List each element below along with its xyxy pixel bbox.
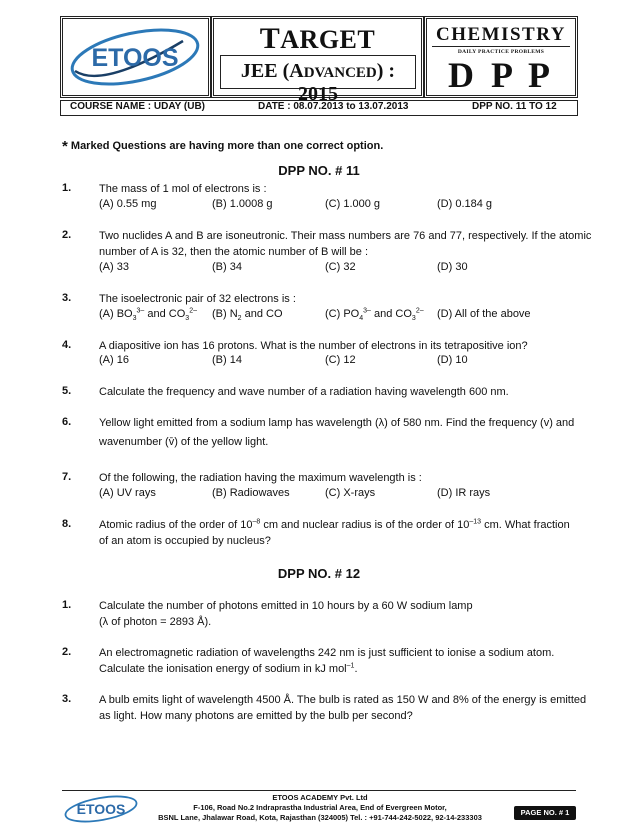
- note-star: *: [62, 138, 68, 155]
- option-d: (D) 10: [437, 354, 468, 366]
- option-a: (A) 33: [99, 261, 129, 273]
- question-number: 3.: [62, 292, 72, 304]
- question-text: Calculate the ionisation energy of sodium in kJ mol$^{-1}$.: [99, 662, 358, 675]
- jee-title: JEE (ADVANCED) : 2015: [240, 60, 396, 105]
- option-c: (C) 1.000 g: [325, 198, 381, 210]
- dpp-subtitle: DAILY PRACTICE PROBLEMS: [457, 49, 545, 55]
- footer-rule: [62, 790, 576, 791]
- etoos-logo: [63, 19, 208, 95]
- course-name: COURSE NAME : UDAY (UB): [70, 101, 206, 112]
- question-text: (λ of photon = 2893 Å).: [99, 616, 212, 628]
- question-text: Yellow light emitted from a sodium lamp has wavelength (λ) of 580 nm. Find the frequency (v) and: [99, 417, 575, 429]
- logo-box: [62, 18, 209, 96]
- option-d: (D) All of the above: [437, 308, 531, 320]
- question-text: Atomic radius of the order of $10^{-8}$ cm and nuclear radius is of the order of $10^{-13}$ cm. What fraction: [99, 518, 570, 531]
- question-number: 8.: [62, 518, 72, 530]
- note: [62, 138, 383, 155]
- question-text: as light. How many photons are emitted by the bulb per second?: [99, 710, 413, 722]
- subject-title: CHEMISTRY: [435, 24, 566, 45]
- option-b: (B) 34: [212, 261, 242, 273]
- option-c: (C) 12: [325, 354, 356, 366]
- question-text: An electromagnetic radiation of wavelengths 242 nm is just sufficient to ionise a sodium atom.: [99, 647, 555, 659]
- dpp-number: DPP NO. 11 TO 12: [472, 101, 557, 112]
- option-a: (A) 16: [99, 354, 129, 366]
- question-text: A bulb emits light of wavelength 4500 Å. The bulb is rated as 150 W and 8% of the energy is emitted: [99, 694, 587, 706]
- question-number: 2.: [62, 646, 72, 658]
- subject-underline: [432, 46, 570, 47]
- target-title: TARGET: [259, 22, 376, 55]
- question-number: 6.: [62, 416, 72, 428]
- option-c: (C) $PO_4^{3-}$ and $CO_3^{2-}$: [325, 307, 424, 323]
- section-title: DPP NO. # 11: [278, 163, 360, 178]
- question-number: 3.: [62, 693, 72, 705]
- footer-address: F-106, Road No.2 Indraprastha Industrial Area, End of Evergreen Motor,: [193, 803, 447, 812]
- option-a: (A) UV rays: [99, 487, 156, 499]
- question-number: 1.: [62, 182, 72, 194]
- option-a: (A) 0.55 mg: [99, 198, 157, 210]
- footer-address: BSNL Lane, Jhalawar Road, Kota, Rajasthan (324005) Tel. : +91-744-242-5022, 92-14-233303: [158, 813, 482, 822]
- question-number: 4.: [62, 339, 72, 351]
- option-b: (B) 1.0008 g: [212, 198, 273, 210]
- date-range: DATE : 08.07.2013 to 13.07.2013: [258, 101, 409, 112]
- question-text: Two nuclides A and B are isoneutronic. Their mass numbers are 76 and 77, respectively. If the atomic: [99, 230, 592, 242]
- option-b: (B) Radiowaves: [212, 487, 290, 499]
- question-number: 5.: [62, 385, 72, 397]
- option-d: (D) 30: [437, 261, 468, 273]
- option-d: (D) IR rays: [437, 487, 491, 499]
- question-number: 7.: [62, 471, 72, 483]
- footer-logo-text: ETOOS: [76, 801, 126, 817]
- option-c: (C) 32: [325, 261, 356, 273]
- question-text: A diapositive ion has 16 protons. What is the number of electrons in its tetrapositive ion?: [99, 340, 528, 352]
- question-text: Calculate the number of photons emitted in 10 hours by a 60 W sodium lamp: [99, 600, 473, 612]
- page-number: PAGE NO. # 1: [514, 806, 576, 820]
- question-text: The isoelectronic pair of 32 electrons is :: [99, 293, 296, 305]
- option-b: (B) 14: [212, 354, 242, 366]
- section-title: DPP NO. # 12: [277, 566, 361, 581]
- option-b: (B) $N_2$ and CO: [212, 308, 283, 323]
- question-text: wavenumber (v̄) of the yellow light.: [99, 436, 269, 448]
- question-text: Of the following, the radiation having the maximum wavelength is :: [99, 472, 422, 484]
- question-text: Calculate the frequency and wave number of a radiation having wavelength 600 nm.: [99, 386, 509, 398]
- footer-company: ETOOS ACADEMY Pvt. Ltd: [272, 793, 368, 802]
- note-text: Marked Questions are having more than one correct option.: [70, 140, 384, 152]
- option-a: (A) $BO_3^{3-}$ and $CO_3^{2-}$: [99, 307, 197, 323]
- question-text: The mass of 1 mol of electrons is :: [99, 183, 267, 195]
- option-d: (D) 0.184 g: [437, 198, 493, 210]
- option-c: (C) X-rays: [325, 487, 376, 499]
- logo-text: ETOOS: [91, 44, 179, 72]
- dpp-big-title: D P P: [448, 55, 554, 95]
- header-divider: [423, 16, 425, 98]
- question-number: 1.: [62, 599, 72, 611]
- question-text: number of A is 32, then the atomic number of B will be :: [99, 246, 369, 258]
- question-number: 2.: [62, 229, 72, 241]
- footer-logo: [62, 794, 140, 824]
- header-divider: [210, 16, 212, 98]
- question-text: of an atom is occupied by nucleus?: [99, 535, 271, 547]
